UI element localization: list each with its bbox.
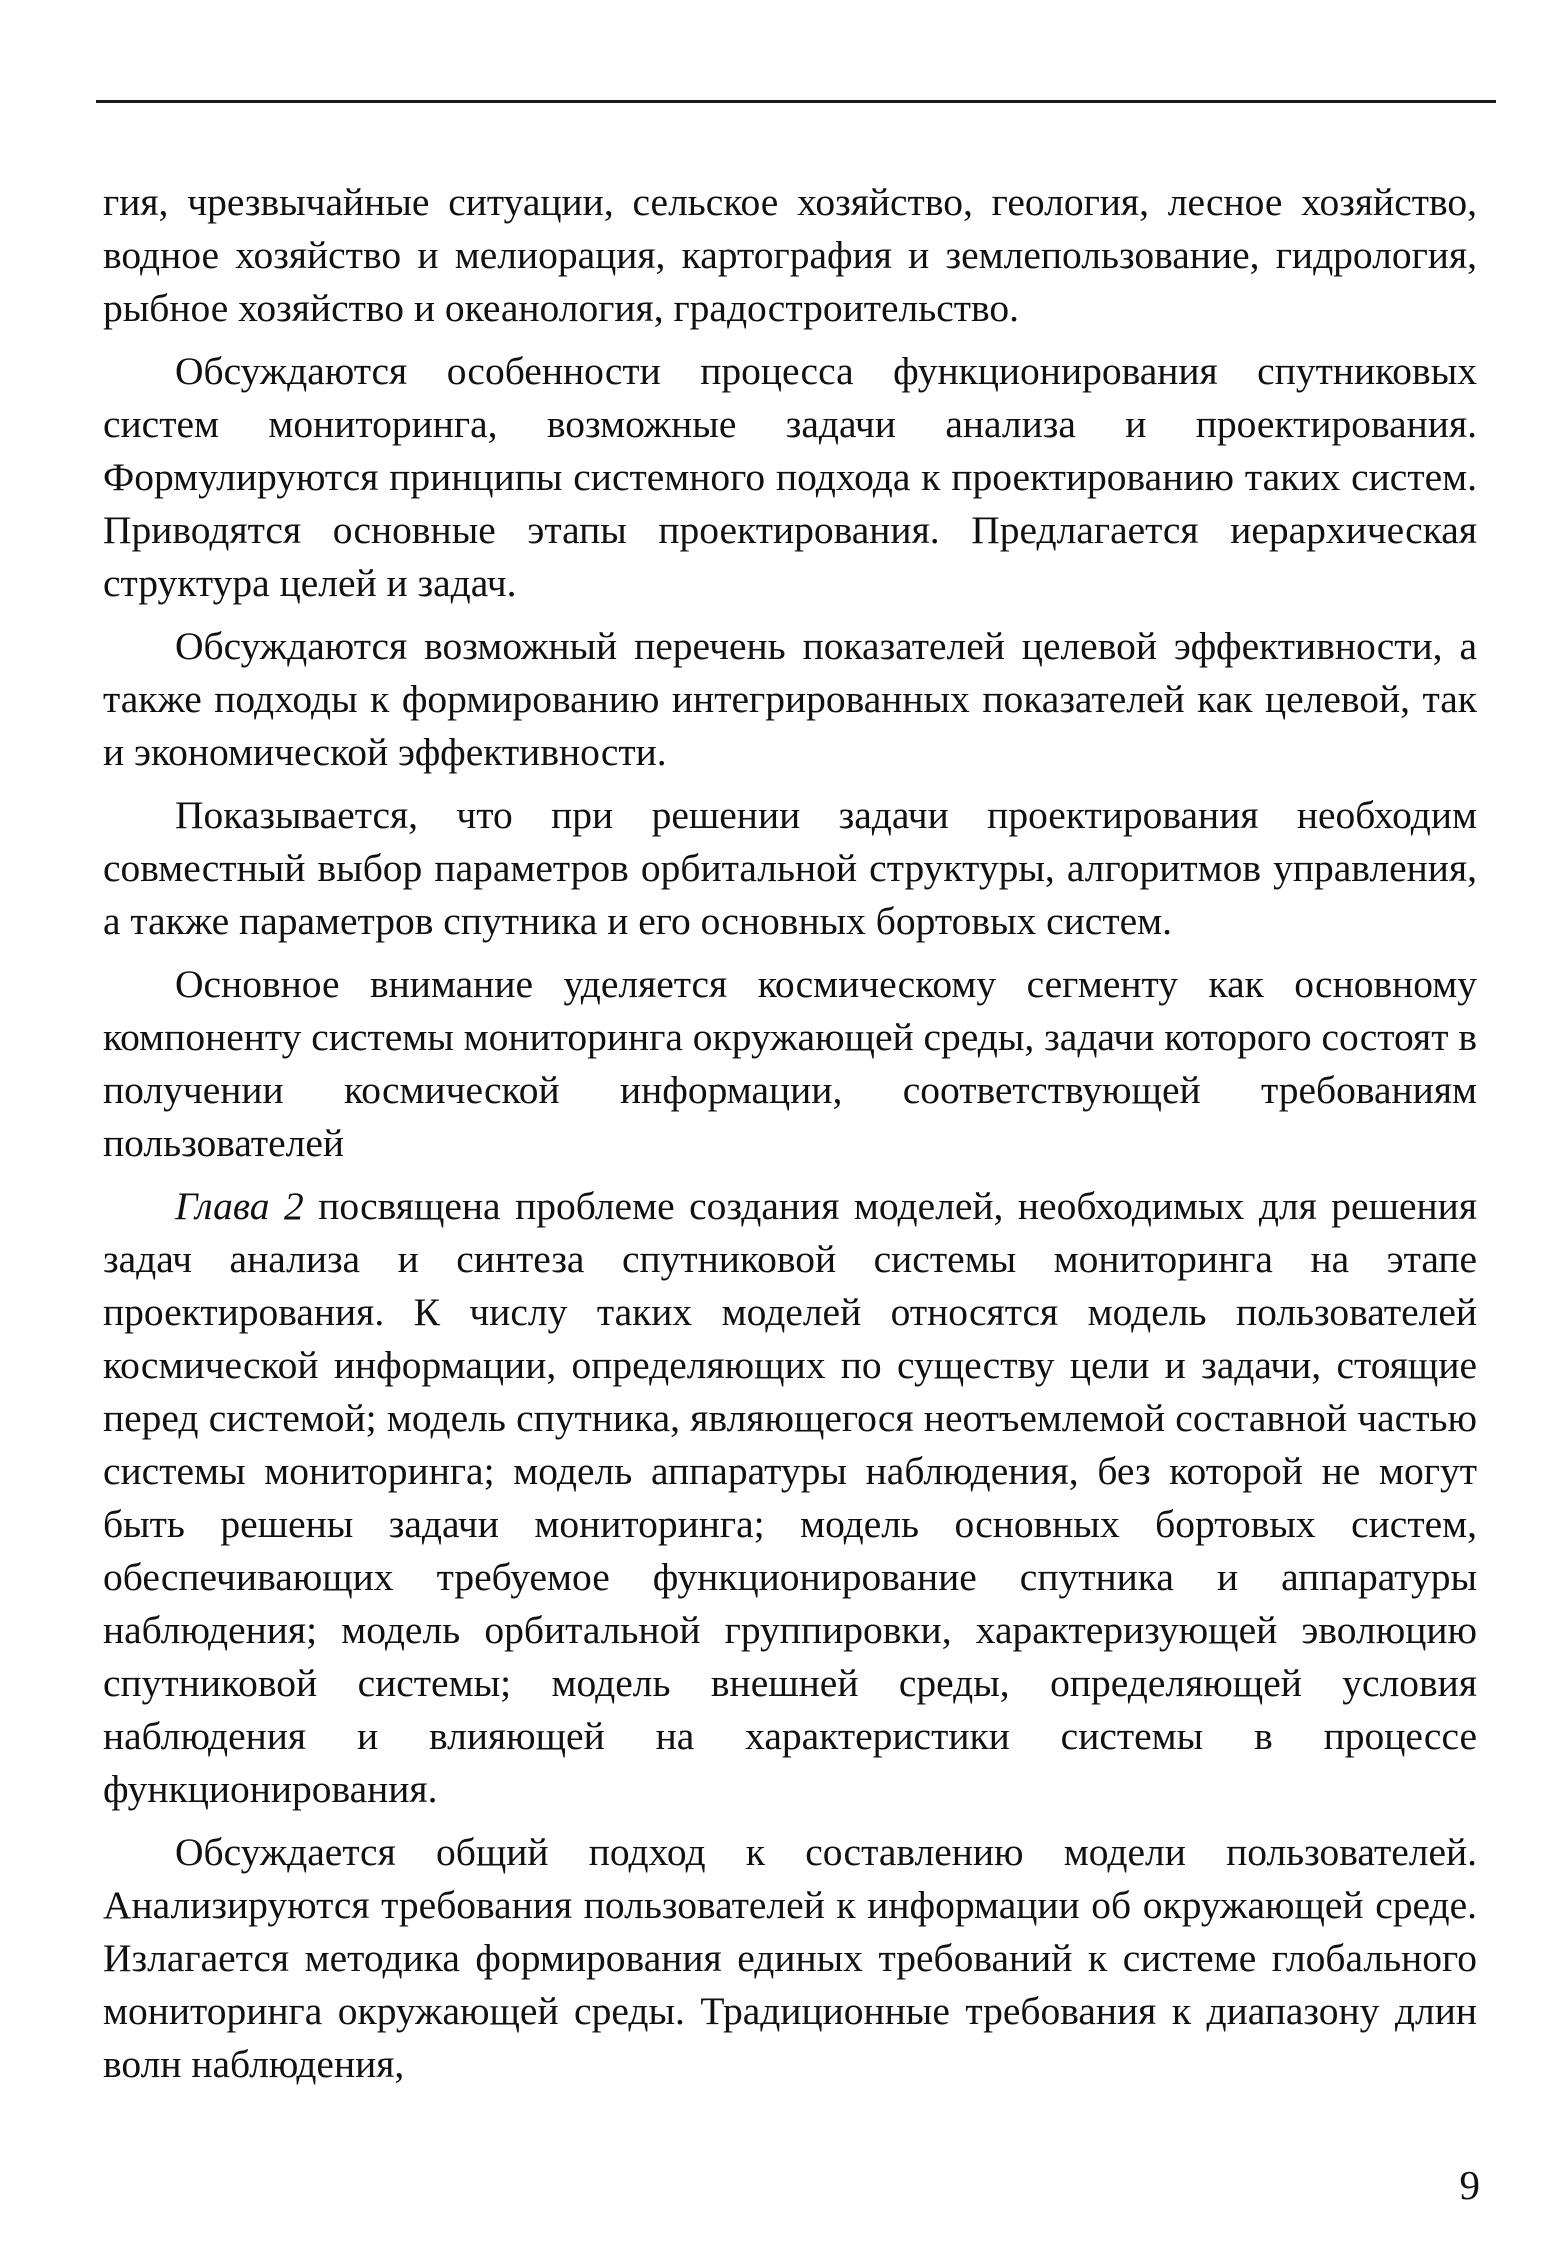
paragraph-5: Основное внимание уделяется космическому сегменту как основному компоненту системы мониторинга окружающей среды, задачи которого состоят в получении космической информации, соответствующей требованиям пользователей <box>103 962 1477 1165</box>
page-body <box>103 176 1477 2101</box>
header-rule <box>96 100 1496 103</box>
paragraph-2: Обсуждаются особенности процесса функционирования спутниковых систем мониторинга, возможные задачи анализа и проектирования. Формулируются принципы системного подхода к проектированию таких систем. Приводятся основные этапы проектирования. Предлагается иерархическая структура целей и задач. <box>103 349 1477 605</box>
paragraph-4: Показывается, что при решении задачи проектирования необходим совместный выбор параметров орбитальной структуры, алгоритмов управления, а также параметров спутника и его основных бортовых систем. <box>103 793 1477 943</box>
page-number: 9 <box>1459 2162 1480 2208</box>
paragraph-6-text: посвящена проблеме создания моделей, необходимых для решения задач анализа и синтеза спутниковой системы мониторинга на этапе проектирования. К числу таких моделей относятся модель пользователей космической информации, определяющих по существу цели и задачи, стоящие перед системой; модель спутника, являющегося неотъемлемой составной частью системы мониторинга; модель аппаратуры наблюдения, без которой не могут быть решены задачи мониторинга; модель основных бортовых систем, обеспечивающих требуемое функционирование спутника и аппаратуры наблюдения; модель орбитальной группировки, характеризующей эволюцию спутниковой системы; модель внешней среды, определяющей условия наблюдения и влияющей на характеристики системы в процессе функционирования. <box>103 1184 1477 1811</box>
paragraph-3: Обсуждаются возможный перечень показателей целевой эффективности, а также подходы к формированию интегрированных показателей как целевой, так и экономической эффективности. <box>103 624 1477 774</box>
paragraph-6 <box>103 1180 1477 1816</box>
chapter-reference: Глава 2 <box>175 1184 304 1228</box>
paragraph-1: гия, чрезвычайные ситуации, сельское хозяйство, геология, лесное хозяйство, водное хозяйство и мелиорация, картография и землепользование, гидрология, рыбное хозяйство и океанология, градостроительство. <box>103 180 1477 330</box>
paragraph-7: Обсуждается общий подход к составлению модели пользователей. Анализируются требования пользователей к информации об окружающей среде. Излагается методика формирования единых требований к системе глобального мониторинга окружающей среды. Традиционные требования к диапазону длин волн наблюдения, <box>103 1830 1477 2086</box>
